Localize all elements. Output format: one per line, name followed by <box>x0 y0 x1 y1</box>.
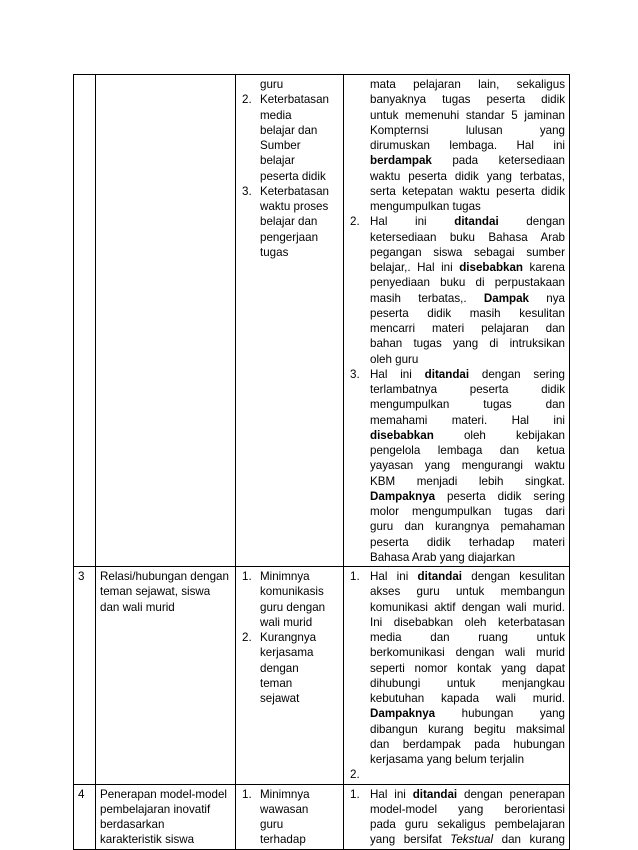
text-line: Hal ini ditandai dengan kesulitan <box>370 570 565 583</box>
list-number: 3. <box>242 184 252 198</box>
text-line: berdampak pada ketersediaan <box>370 154 565 168</box>
list-item <box>348 767 565 782</box>
text-line: serta ketepatan waktu peserta didik <box>370 184 565 198</box>
text-line: media dan ruang untuk <box>370 631 565 644</box>
table-row <box>74 784 570 849</box>
list-item <box>348 367 565 565</box>
problem-cell <box>236 75 344 567</box>
text-line: pengelola lembaga dan ketua <box>370 444 565 457</box>
bold-keyword: ditandai <box>412 787 458 801</box>
text-line: pegangan siswa sebagai sumber <box>370 245 565 259</box>
problem-cell <box>236 567 344 785</box>
text-line <box>370 767 565 782</box>
list-item <box>348 569 565 767</box>
text-line: belajar dan <box>260 123 318 137</box>
text-line: Kompternsi lulusan yang <box>370 123 565 137</box>
text-line: yang bersifat Tekstual dan kurang <box>370 833 565 847</box>
text-line: pada guru sekaligus pembelajaran <box>370 818 565 831</box>
aspect-cell <box>96 75 236 567</box>
text-line: dengan <box>260 661 299 675</box>
text-line: mata pelajaran lain, sekaligus <box>370 78 565 91</box>
bold-keyword: Dampak <box>483 291 529 305</box>
text-line: ketersediaan buku Bahasa Arab <box>370 230 565 244</box>
list-item <box>240 630 339 706</box>
text-line: mengumpulkan tugas <box>370 200 481 213</box>
text-line: guru dan kurangnya pemahaman <box>370 520 565 534</box>
text-line: berkomunikasi dengan wali murid <box>370 646 565 660</box>
text-line: molor mengumpulkan tugas dari <box>370 505 565 518</box>
text-line: Dampaknya hubungan yang <box>370 707 565 721</box>
list-item <box>240 569 339 630</box>
text-line: untuk memenuhi standar 5 jaminan <box>370 108 565 122</box>
list-item <box>240 787 339 848</box>
text-line: waktu peserta didik yang terbatas, <box>370 169 565 183</box>
text-line: bahan tugas yang di intruksikan <box>370 337 565 351</box>
analysis-list <box>348 569 565 783</box>
text-line: yayasan yang mengurangi waktu <box>370 459 565 473</box>
text-line: dibangun kurang begitu maksimal <box>370 722 565 736</box>
text-line: terlambatnya peserta didik <box>370 383 565 396</box>
list-number: 1. <box>350 570 360 583</box>
text-line: Hal ini ditandai dengan sering <box>370 367 565 381</box>
text-line: sejawat <box>260 692 300 705</box>
row-number-cell: 3 <box>74 567 96 785</box>
text-line: karakteristik siswa <box>100 833 195 847</box>
list-item <box>240 92 339 184</box>
bold-keyword: ditandai <box>454 215 499 229</box>
table-row <box>74 567 570 785</box>
list-number: 1. <box>350 787 360 801</box>
text-line: Bahasa Arab yang diajarkan <box>370 550 516 564</box>
table-row <box>74 75 570 567</box>
text-line: peserta didik terhadap materi <box>370 535 565 549</box>
text-line: tugas <box>260 245 289 259</box>
text-line: Kurangnya <box>260 631 317 644</box>
text-line: dirumuskan lembaga. Hal ini <box>370 139 565 152</box>
problem-list <box>240 569 339 706</box>
list-number: 2. <box>350 768 360 782</box>
text-line: waktu proses <box>260 200 329 213</box>
text-line: Minimnya <box>260 787 310 801</box>
text-line: dihubungi untuk menjangkau <box>370 676 565 690</box>
aspect-cell <box>96 567 236 785</box>
text-line: teman sejawat, siswa <box>100 585 211 599</box>
list-number: 1. <box>242 570 252 583</box>
text-line: wali murid <box>260 615 313 629</box>
list-item <box>348 787 565 848</box>
text-line: KBM menjadi lebih singkat. <box>370 474 565 488</box>
list-number: 2. <box>350 215 360 229</box>
text-line: dan wali murid <box>100 600 175 614</box>
analysis-list <box>348 214 565 565</box>
text-line: wawasan <box>260 802 309 816</box>
continued-text: guru <box>260 78 284 91</box>
text-line: peserta didik <box>260 169 326 183</box>
text-line: teman <box>260 676 293 690</box>
text-line: Keterbatasan <box>260 184 329 198</box>
text-line: model-model yang berorientasi <box>370 802 565 816</box>
list-item <box>348 214 565 367</box>
text-line: Hal ini ditandai dengan <box>370 215 565 229</box>
bold-keyword: ditandai <box>417 570 462 583</box>
bold-keyword: disebabkan <box>370 428 434 442</box>
bold-keyword: berdampak <box>370 154 432 168</box>
list-number: 2. <box>242 631 252 644</box>
bold-keyword: disebabkan <box>459 261 524 274</box>
list-number: 3. <box>350 367 360 381</box>
text-line: peserta didik masih kesulitan <box>370 306 565 320</box>
text-line: mengumpulkan tugas dan <box>370 398 565 412</box>
row-number-cell <box>74 75 96 567</box>
bold-keyword: Dampaknya <box>370 489 436 503</box>
text-line: guru <box>260 818 284 831</box>
text-line: komunikasi aktif dengan wali murid. <box>370 600 565 614</box>
evaluation-table <box>73 74 570 850</box>
text-line: seperti nomor kontak yang dapat <box>370 661 565 675</box>
text-line: kerjasama yang belum terjalin <box>370 753 525 766</box>
text-line: belajar <box>260 154 295 168</box>
analysis-cell <box>344 75 570 567</box>
text-line: mencarri materi pelajaran dan <box>370 322 565 335</box>
text-line: guru dengan <box>260 600 326 614</box>
text-line: pembelajaran inovatif <box>100 802 211 816</box>
text-line: penyediaan buku di perpustakaan <box>370 276 565 290</box>
text-line: akses guru untuk membangun <box>370 585 565 599</box>
italic-keyword: Tekstual <box>450 833 494 847</box>
text-line: Keterbatasan <box>260 93 329 107</box>
problem-cell <box>236 784 344 849</box>
text-line: disebabkan oleh kebijakan <box>370 428 565 442</box>
text-line: banyaknya tugas peserta didik <box>370 93 565 107</box>
row-number-cell: 4 <box>74 784 96 849</box>
text-line: oleh guru <box>370 352 419 366</box>
text-line: Sumber <box>260 139 301 152</box>
bold-keyword: ditandai <box>424 367 470 381</box>
list-number: 1. <box>242 787 252 801</box>
list-item <box>240 184 339 260</box>
text-line: Dampaknya peserta didik sering <box>370 489 565 503</box>
text-line: dan berdampak pada hubungan <box>370 737 565 751</box>
analysis-cell <box>344 784 570 849</box>
list-number: 2. <box>242 93 252 107</box>
problem-list <box>240 787 339 848</box>
text-line: belajar dan <box>260 215 318 229</box>
text-line: terhadap <box>260 833 306 847</box>
text-line: komunikasis <box>260 585 324 599</box>
text-line: kebutuhan kapada wali murid. <box>370 692 565 705</box>
aspect-cell <box>96 784 236 849</box>
text-line: pengerjaan <box>260 230 319 244</box>
problem-list <box>240 92 339 260</box>
text-line: memahami materi. Hal ini <box>370 413 565 427</box>
text-line: belajar,. Hal ini disebabkan karena <box>370 261 566 274</box>
text-line: Ini disebabkan oleh keterbatasan <box>370 615 565 629</box>
text-line: kerjasama <box>260 646 314 660</box>
continued-paragraph <box>348 77 565 214</box>
text-line: berdasarkan <box>100 818 165 831</box>
text-line: Relasi/hubungan dengan <box>100 570 229 583</box>
text-line: masih terbatas,. Dampak nya <box>370 291 566 305</box>
text-line: Hal ini ditandai dengan penerapan <box>370 787 565 801</box>
bold-keyword: Dampaknya <box>370 707 436 721</box>
text-line: Penerapan model-model <box>100 787 227 801</box>
text-line: media <box>260 108 292 122</box>
analysis-cell <box>344 567 570 785</box>
analysis-list <box>348 787 565 848</box>
text-line: Minimnya <box>260 570 310 583</box>
